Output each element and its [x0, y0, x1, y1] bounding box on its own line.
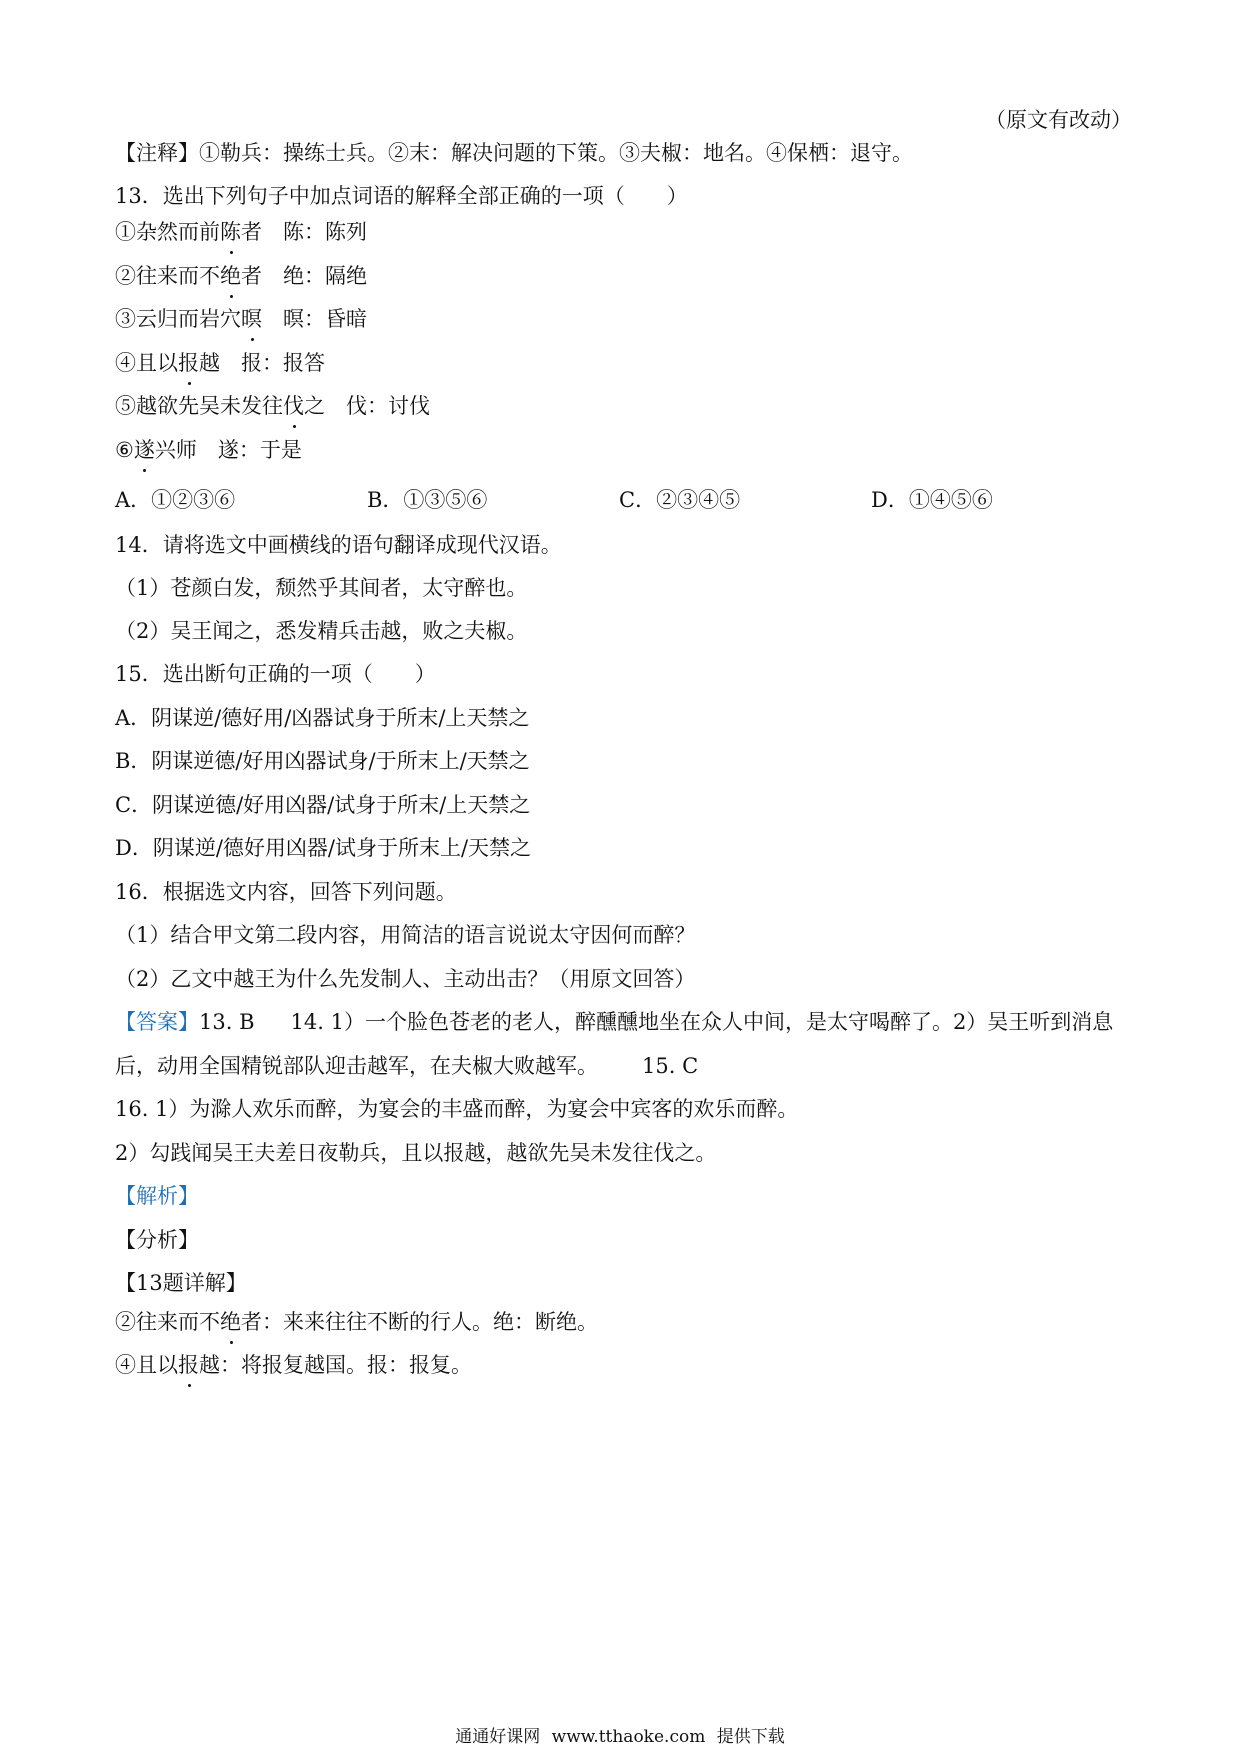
- q13-option-c: C．②③④⑤: [619, 488, 741, 512]
- answer-14: 14. 1）一个脸色苍老的老人，醉醺醺地坐在众人中间，是太守喝醉了。2）吴王听到消息: [290, 1010, 1114, 1034]
- q13-stem: 13．选出下列句子中加点词语的解释全部正确的一项（ ）: [115, 184, 688, 208]
- jiexi-label: 【解析】: [115, 1184, 199, 1208]
- q14-item: （2）吴王闻之，悉发精兵击越，败之夫椒。: [115, 619, 528, 643]
- answer-15: 15. C: [642, 1054, 699, 1078]
- q15-option-b: B．阴谋逆德/好用凶器试身/于所末上/天禁之: [115, 749, 530, 773]
- footer-site: 通通好课网: [455, 1727, 541, 1747]
- answer-label: 【答案】: [115, 1010, 199, 1034]
- detail-line: ②往来而不绝者：来来往往不断的行人。绝：断绝。: [115, 1307, 598, 1337]
- page-footer: [0, 1722, 1240, 1747]
- q13-item: ⑤越欲先吴未发往伐之 伐：讨伐: [115, 391, 430, 421]
- fenxi-label: 【分析】: [115, 1228, 199, 1252]
- answer-13: 13. B: [199, 1010, 255, 1034]
- annotation-label: 【注释】: [115, 141, 199, 165]
- q16-item: （2）乙文中越王为什么先发制人、主动出击？（用原文回答）: [115, 967, 696, 991]
- dotted-word: 伐: [283, 391, 304, 421]
- dotted-word: 绝: [220, 261, 241, 291]
- answer-14-cont: 后，动用全国精锐部队迎击越军，在夫椒大败越军。: [115, 1054, 598, 1078]
- q13-item: ②往来而不绝者 绝：隔绝: [115, 261, 367, 291]
- detail-line: ④且以报越：将报复越国。报：报复。: [115, 1350, 472, 1380]
- q15-option-a: A．阴谋逆/德好用/凶器试身于所末/上天禁之: [115, 706, 530, 730]
- q13-item: ④且以报越 报：报答: [115, 348, 325, 378]
- q14-item: （1）苍颜白发，颓然乎其间者，太守醉也。: [115, 576, 528, 600]
- q13-item: ③云归而岩穴暝 暝：昏暗: [115, 304, 367, 334]
- q14-stem: 14．请将选文中画横线的语句翻译成现代汉语。: [115, 533, 562, 557]
- q16-item: （1）结合甲文第二段内容，用简洁的语言说说太守因何而醉？: [115, 923, 696, 947]
- annotation-line: [115, 138, 913, 168]
- dotted-word: 遂: [134, 435, 155, 465]
- q15-stem: 15．选出断句正确的一项（ ）: [115, 662, 436, 686]
- dotted-word: 陈: [220, 217, 241, 247]
- source-note: （原文有改动）: [985, 108, 1132, 132]
- dotted-word: 报: [178, 1350, 199, 1380]
- q13-item: ①杂然而前陈者 陈：陈列: [115, 217, 367, 247]
- q15-option-d: D．阴谋逆/德好用凶器/试身于所末上/天禁之: [115, 836, 532, 860]
- answer-16-2: 2）勾践闻吴王夫差日夜勒兵，且以报越，越欲先吴未发往伐之。: [115, 1141, 717, 1165]
- q13-item: ⑥遂兴师 遂：于是: [115, 435, 302, 465]
- dotted-word: 绝: [220, 1307, 241, 1337]
- answer-line-1: [115, 1007, 1113, 1037]
- footer-suffix: 提供下载: [716, 1727, 785, 1747]
- q15-option-c: C．阴谋逆德/好用凶器/试身于所末/上天禁之: [115, 793, 531, 817]
- footer-url[interactable]: www.tthaoke.com: [551, 1727, 706, 1747]
- q13-option-b: B．①③⑤⑥: [367, 488, 488, 512]
- q13-option-d: D．①④⑤⑥: [871, 488, 993, 512]
- answer-line-2: [115, 1051, 698, 1081]
- dotted-word: 暝: [241, 304, 262, 334]
- q16-stem: 16．根据选文内容，回答下列问题。: [115, 880, 457, 904]
- dotted-word: 报: [178, 348, 199, 378]
- q13-detail-label: 【13题详解】: [115, 1271, 247, 1295]
- q13-options: [115, 485, 1125, 515]
- q13-option-a: A．①②③⑥: [115, 488, 236, 512]
- annotation-text: ①勒兵：操练士兵。②末：解决问题的下策。③夫椒：地名。④保栖：退守。: [199, 141, 913, 165]
- answer-16-1: 16. 1）为滁人欢乐而醉，为宴会的丰盛而醉，为宴会中宾客的欢乐而醉。: [115, 1097, 799, 1121]
